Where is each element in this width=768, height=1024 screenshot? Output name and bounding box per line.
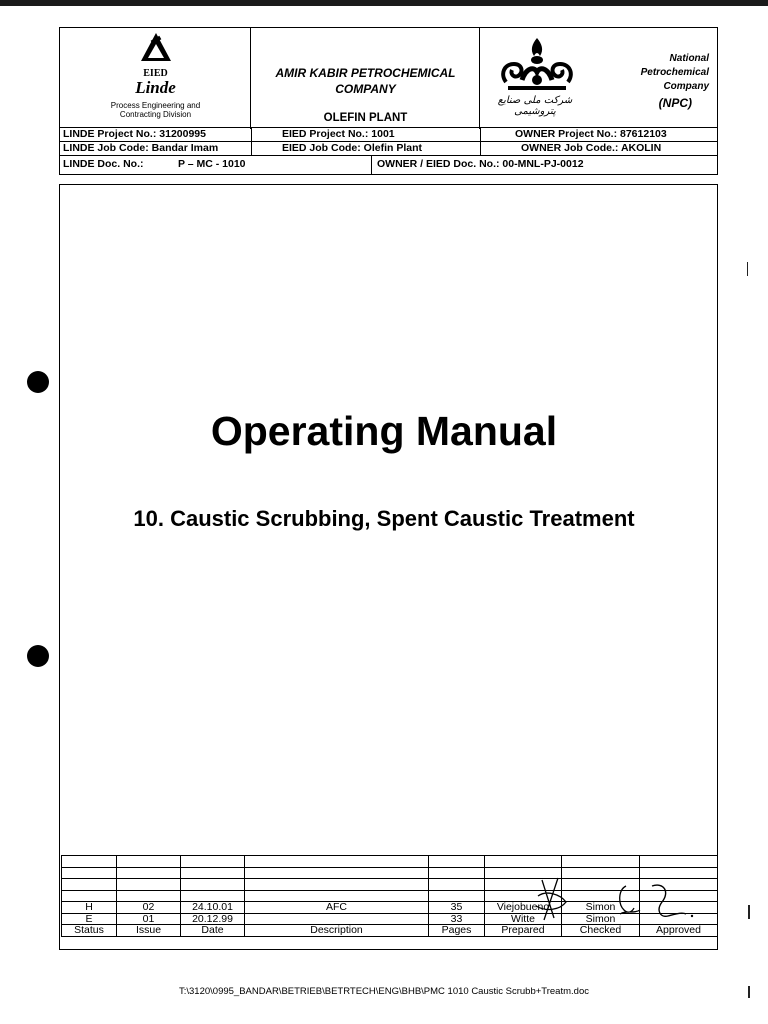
division-name: Process Engineering and Contracting Division	[110, 101, 201, 119]
file-path-footer: T:\3120\0995_BANDAR\BETRIEB\BETRTECH\ENG\BHB\PMC 1010 Caustic Scrubb+Treatm.doc	[179, 986, 589, 997]
document-header	[59, 27, 718, 175]
approved-signature	[646, 882, 696, 924]
eied-label: EIED	[143, 68, 168, 79]
owner-job-code: OWNER Job Code.: AKOLIN	[480, 142, 717, 156]
content-frame	[59, 184, 718, 950]
npc-persian-name: شرکت ملی صنایع پتروشیمی	[497, 95, 573, 117]
owner-project-number: OWNER Project No.: 87612103	[480, 128, 717, 142]
prepared-signature	[532, 876, 572, 924]
linde-doc-label: LINDE Doc. No.:	[63, 158, 144, 170]
scan-margin-mark	[747, 262, 748, 276]
job-code-row	[60, 141, 717, 156]
eied-linde-logo-cell	[60, 28, 251, 129]
npc-cell	[480, 28, 717, 129]
owner-doc-number: OWNER / EIED Doc. No.: 00-MNL-PJ-0012	[371, 156, 717, 175]
table-row: H 02 24.10.01 AFC 35 Viejobueno Simon	[62, 902, 718, 914]
scan-margin-mark	[748, 905, 750, 919]
npc-abbreviation: (NPC)	[658, 96, 692, 110]
eied-logo-icon	[140, 32, 172, 64]
linde-doc-value: P – MC - 1010	[178, 158, 246, 170]
document-title: Operating Manual	[210, 408, 558, 454]
doc-number-row	[60, 155, 717, 175]
linde-logo-text: Linde	[135, 78, 176, 97]
company-name: AMIR KABIR PETROCHEMICAL COMPANY	[275, 66, 456, 96]
table-row	[62, 856, 718, 868]
table-row: E 01 20.12.99 33 Witte Simon	[62, 913, 718, 925]
eied-project-number: EIED Project No.: 1001	[251, 128, 480, 142]
table-row	[62, 867, 718, 879]
table-header-row: Status Issue Date Description Pages Prepared Checked Approved	[62, 925, 718, 937]
plant-name: OLEFIN PLANT	[323, 112, 408, 124]
npc-logo-icon	[498, 36, 576, 94]
project-number-row	[60, 127, 717, 142]
punch-hole	[27, 371, 49, 393]
document-subtitle: 10. Caustic Scrubbing, Spent Caustic Treatment	[133, 506, 635, 531]
punch-hole	[27, 645, 49, 667]
company-cell	[251, 28, 480, 129]
scan-top-edge	[0, 0, 768, 6]
eied-job-code: EIED Job Code: Olefin Plant	[251, 142, 480, 156]
checked-signature	[604, 884, 644, 924]
linde-project-number: LINDE Project No.: 31200995	[63, 128, 206, 140]
linde-job-code: LINDE Job Code: Bandar Imam	[63, 142, 219, 154]
npc-name: National Petrochemical Company	[640, 53, 709, 92]
